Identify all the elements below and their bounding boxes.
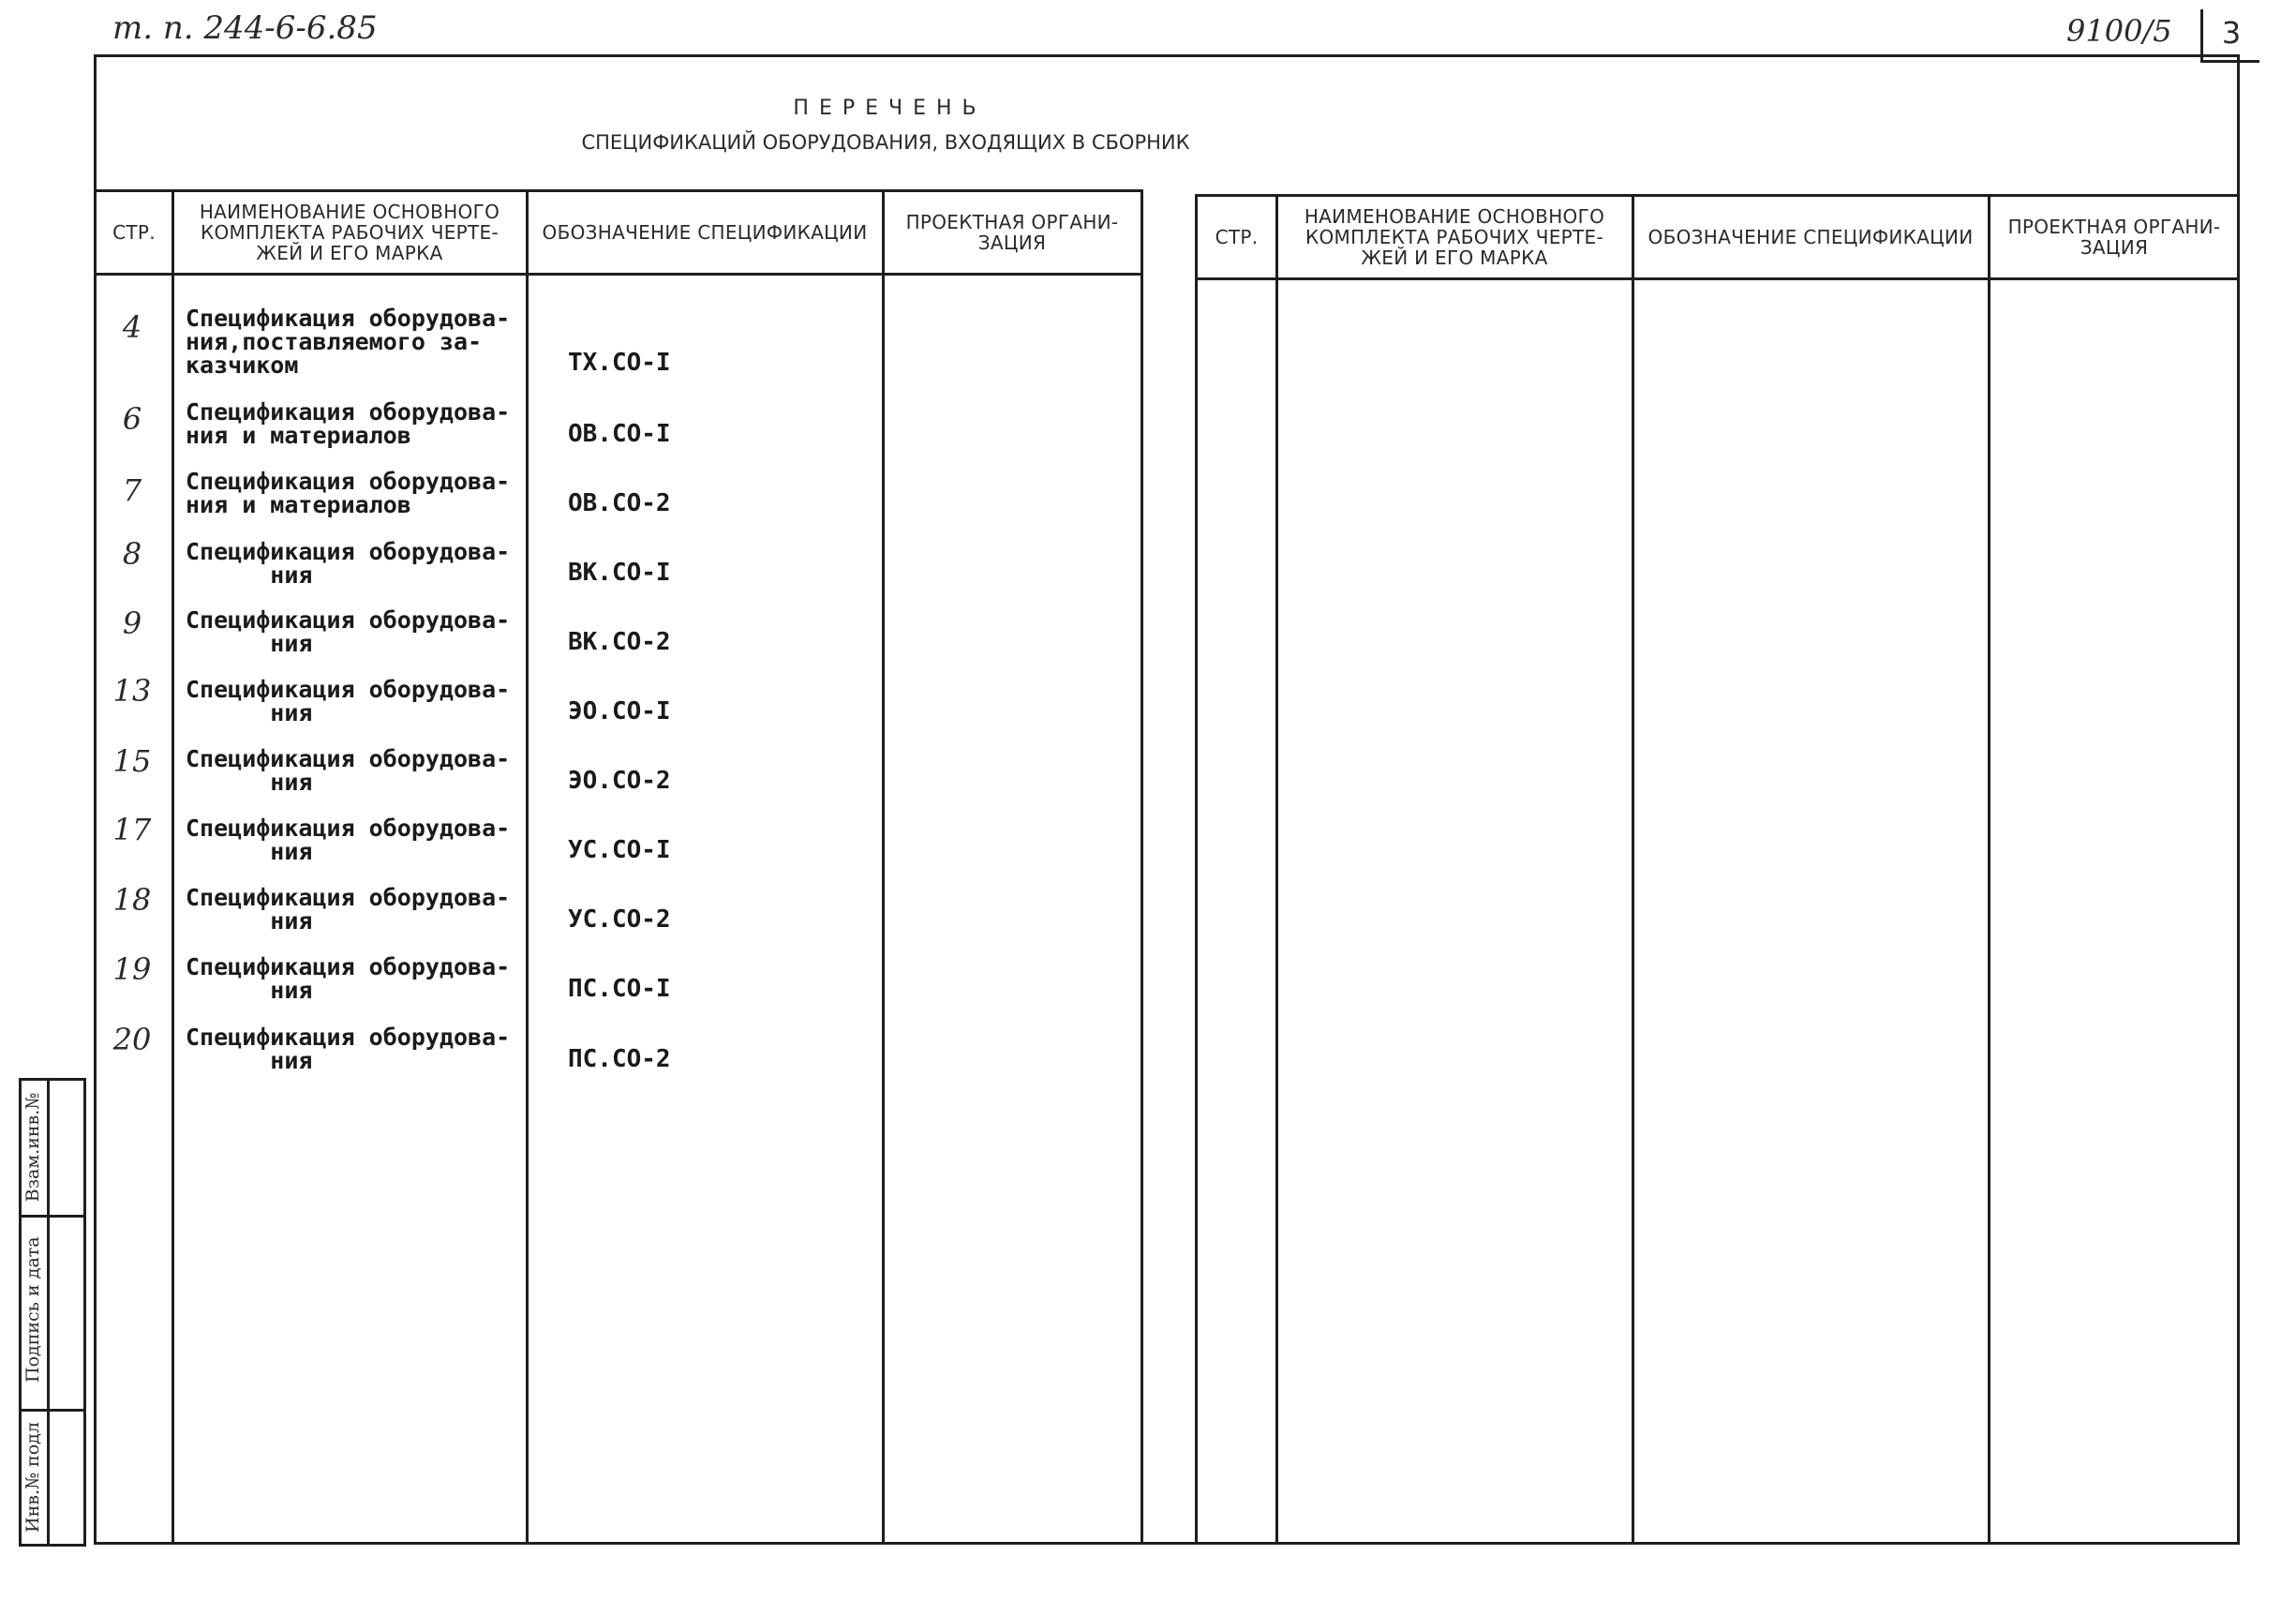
row-page: 15 (112, 743, 152, 779)
side-stamp-divider-vertical (47, 1078, 50, 1547)
row-name: Спецификация оборудова- ния (186, 538, 511, 589)
left-col-divider-2 (526, 189, 529, 1545)
row-code: УС.СО-2 (568, 905, 671, 934)
row-page: 9 (122, 606, 142, 641)
row-name: Спецификация оборудова- ния (186, 1024, 511, 1074)
right-col-divider-3 (1988, 194, 1990, 1545)
list-subtitle: СПЕЦИФИКАЦИЙ ОБОРУДОВАНИЯ, ВХОДЯЩИХ В СБОРНИК (581, 131, 1190, 154)
row-code: ОВ.СО-I (568, 420, 671, 448)
right-header-designation: ОБОЗНАЧЕНИЕ СПЕЦИФИКАЦИИ (1647, 226, 1974, 248)
side-stamp-inv-replaced: Взам.инв.№ (22, 1092, 43, 1203)
right-header-name: НАИМЕНОВАНИЕ ОСНОВНОГО КОМПЛЕКТА РАБОЧИХ ЧЕРТЕ- ЖЕЙ И ЕГО МАРКА (1304, 205, 1605, 269)
row-page: 8 (122, 536, 142, 572)
row-page: 19 (112, 951, 152, 987)
handwritten-reference: т. п. 244-6-6.85 (112, 9, 378, 47)
left-col-divider-1 (171, 189, 174, 1545)
left-table-header-line (94, 273, 1143, 276)
right-col-divider-2 (1632, 194, 1634, 1545)
left-header-org: ПРОЕКТНАЯ ОРГАНИ- ЗАЦИЯ (905, 211, 1119, 254)
right-table-header-line (1195, 277, 2240, 280)
left-header-designation: ОБОЗНАЧЕНИЕ СПЕЦИФИКАЦИИ (542, 221, 868, 244)
row-name: Спецификация оборудова- ния (186, 606, 511, 657)
row-page: 17 (112, 812, 152, 847)
row-name: Спецификация оборудова- ния и материалов (186, 398, 511, 449)
row-name: Спецификация оборудова- ния (186, 953, 511, 1004)
row-name: Спецификация оборудова- ния (186, 884, 511, 935)
row-page: 7 (122, 472, 142, 508)
row-code: ОВ.СО-2 (568, 489, 671, 517)
row-code: ВК.СО-2 (568, 628, 671, 656)
side-stamp-divider-2 (19, 1409, 86, 1412)
right-table-left-border (1195, 194, 1198, 1545)
row-page: 6 (122, 401, 142, 437)
row-name: Спецификация оборудова- ния,поставляемого за- казчиком (186, 305, 511, 379)
row-name: Спецификация оборудова- ния и материалов (186, 468, 511, 518)
row-page: 18 (112, 882, 152, 918)
row-code: ЭО.СО-2 (568, 767, 671, 795)
right-col-divider-1 (1275, 194, 1278, 1545)
right-header-page: СТР. (1215, 226, 1259, 248)
side-stamp-inv-original: Инв.№ подл (22, 1422, 43, 1533)
row-code: ТХ.СО-I (568, 349, 671, 377)
list-title: П Е Р Е Ч Е Н Ь (793, 97, 978, 120)
row-name: Спецификация оборудова- ния (186, 815, 511, 865)
left-header-name: НАИМЕНОВАНИЕ ОСНОВНОГО КОМПЛЕКТА РАБОЧИХ ЧЕРТЕ- ЖЕЙ И ЕГО МАРКА (199, 201, 500, 264)
row-code: ЭО.СО-I (568, 697, 671, 725)
album-code: 9100/5 (2066, 13, 2172, 49)
row-page: 13 (112, 673, 152, 709)
row-name: Спецификация оборудова- ния (186, 676, 511, 726)
row-code: ПС.СО-I (568, 975, 671, 1003)
sheet-number: 3 (2221, 15, 2242, 51)
row-code: ВК.СО-I (568, 559, 671, 587)
left-col-divider-3 (882, 189, 885, 1545)
left-header-page: СТР. (112, 221, 156, 244)
right-header-org: ПРОЕКТНАЯ ОРГАНИ- ЗАЦИЯ (2007, 216, 2221, 259)
side-stamp-divider-1 (19, 1215, 86, 1218)
row-page: 20 (112, 1022, 152, 1057)
row-code: ПС.СО-2 (568, 1045, 671, 1073)
left-table-right-border (1141, 189, 1143, 1545)
row-code: УС.СО-I (568, 836, 671, 864)
row-page: 4 (122, 309, 142, 345)
row-name: Спецификация оборудова- ния (186, 745, 511, 796)
side-stamp-signature-date: Подпись и дата (22, 1236, 43, 1383)
